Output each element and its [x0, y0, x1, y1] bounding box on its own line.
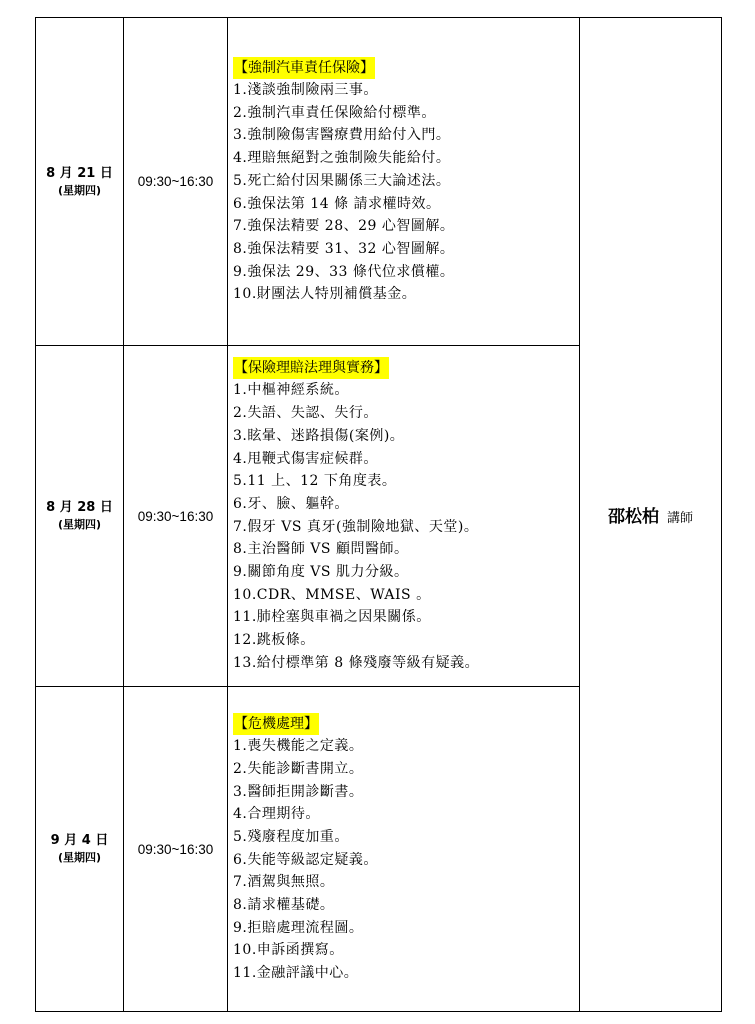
course-schedule-table: [35, 17, 722, 1012]
topic-item: 11.肺栓塞與車禍之因果關係。: [233, 609, 431, 626]
topic-item: 8.主治醫師 VS 顧問醫師。: [233, 541, 409, 558]
topic-item: 1.中樞神經系統。: [233, 382, 349, 399]
topic-item: 13.給付標準第 8 條殘廢等級有疑義。: [233, 654, 480, 671]
content-cell: [228, 687, 580, 1012]
topic-item: 11.金融評議中心。: [233, 965, 359, 982]
topic-item: 7.酒駕與無照。: [233, 874, 335, 891]
topic-item: 6.強保法第 14 條 請求權時效。: [233, 195, 441, 212]
session-weekday: (星期四): [57, 518, 102, 531]
session-date: 8 月 21 日: [46, 165, 113, 181]
topic-item: 4.甩鞭式傷害症候群。: [233, 450, 378, 467]
session-weekday: (星期四): [57, 183, 102, 197]
topic-item: 1.喪失機能之定義。: [233, 738, 364, 755]
session-time: 09:30~16:30: [137, 174, 214, 189]
topic-item: 8.請求權基礎。: [233, 897, 335, 914]
topic-title: 【危機處理】: [233, 713, 319, 735]
topic-item: 2.失能診斷書開立。: [233, 760, 364, 777]
date-cell: [36, 18, 124, 346]
topic-item: 9.強保法 29、33 條代位求償權。: [233, 263, 455, 280]
topic-item: 5.11 上、12 下角度表。: [233, 473, 397, 490]
topic-title: 【強制汽車責任保險】: [233, 57, 375, 79]
topic-item: 9.關節角度 VS 肌力分級。: [233, 564, 409, 581]
topic-item: 10.申訴函撰寫。: [233, 942, 344, 959]
topic-item: 2.失語、失認、失行。: [233, 405, 378, 422]
topic-item: 9.拒賠處理流程圖。: [233, 919, 364, 936]
topic-item: 5.死亡給付因果關係三大論述法。: [233, 172, 451, 189]
topic-item-list: [233, 379, 575, 674]
topic-title: 【保險理賠法理與實務】: [233, 357, 389, 379]
topic-item: 5.殘廢程度加重。: [233, 828, 349, 845]
time-cell: [124, 346, 228, 687]
topic-item: 3.眩暈、迷路損傷(案例)。: [233, 427, 405, 444]
instructor-cell: [580, 18, 722, 1012]
session-date: 8 月 28 日: [46, 500, 113, 515]
topic-item: 4.理賠無絕對之強制險失能給付。: [233, 150, 451, 167]
topic-item: 3.醫師拒開診斷書。: [233, 783, 364, 800]
topic-item: 10.財團法人特別補償基金。: [233, 286, 417, 303]
content-cell: [228, 346, 580, 687]
topic-item-list: [233, 79, 575, 306]
topic-item: 10.CDR、MMSE、WAIS 。: [233, 586, 431, 603]
time-cell: [124, 687, 228, 1012]
instructor-title: 講師: [666, 511, 693, 526]
topic-item: 6.牙、臉、軀幹。: [233, 495, 349, 512]
session-time: 09:30~16:30: [137, 841, 214, 857]
date-cell: [36, 687, 124, 1012]
session-date: 9 月 4 日: [50, 833, 109, 848]
topic-item: 2.強制汽車責任保險給付標準。: [233, 104, 436, 121]
session-weekday: (星期四): [57, 851, 102, 864]
topic-item: 12.跳板條。: [233, 632, 315, 649]
date-cell: [36, 346, 124, 687]
instructor-name: 邵松柏: [607, 507, 659, 527]
topic-item: 6.失能等級認定疑義。: [233, 851, 378, 868]
topic-item: 1.淺談強制險兩三事。: [233, 81, 378, 98]
topic-item: 7.強保法精要 28、29 心智圖解。: [233, 218, 455, 235]
time-cell: [124, 18, 228, 346]
session-time: 09:30~16:30: [137, 508, 214, 524]
content-cell: [228, 18, 580, 346]
topic-item: 8.強保法精要 31、32 心智圖解。: [233, 240, 455, 257]
topic-item-list: [233, 735, 575, 985]
topic-item: 3.強制險傷害醫療費用給付入門。: [233, 127, 451, 144]
topic-item: 7.假牙 VS 真牙(強制險地獄、天堂)。: [233, 518, 479, 535]
session-row: [36, 18, 722, 346]
topic-item: 4.合理期待。: [233, 806, 320, 823]
